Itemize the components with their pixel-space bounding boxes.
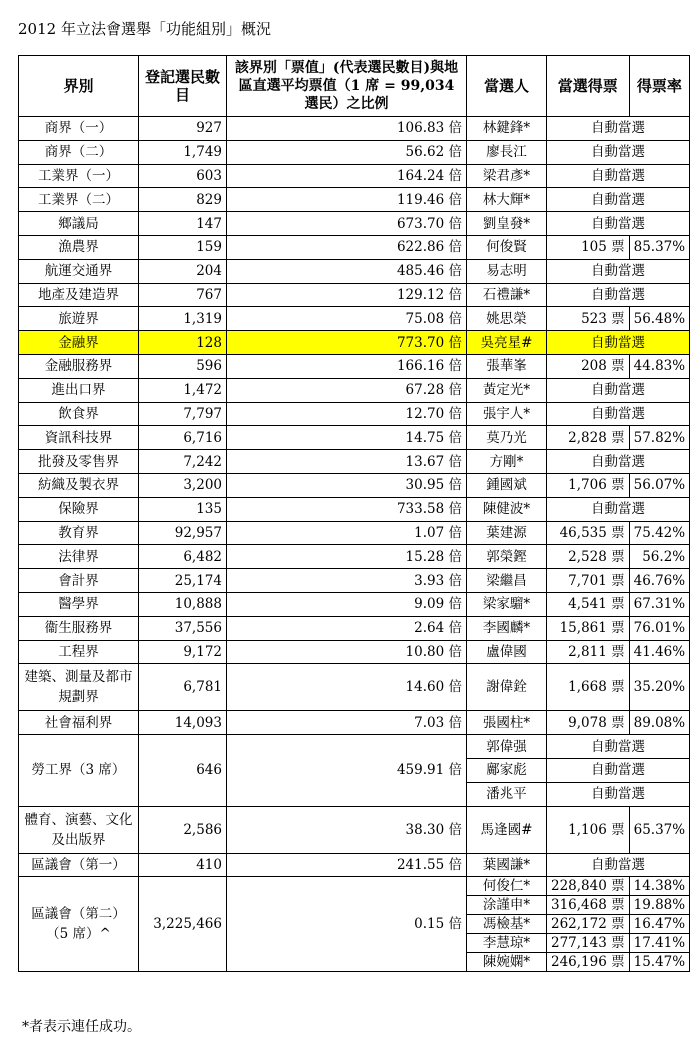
electors-cell: 6,716 — [139, 426, 227, 450]
sector-cell: 區議會（第一） — [19, 853, 139, 877]
winner-cell: 鄺家彪 — [467, 758, 547, 782]
electors-cell: 14,093 — [139, 711, 227, 735]
sector-cell: 工業界（一） — [19, 164, 139, 188]
table-row — [19, 640, 690, 664]
winner-cell: 何俊賢 — [467, 235, 547, 259]
winner-cell: 陳健波* — [467, 497, 547, 521]
table-row — [19, 235, 690, 259]
rate-cell: 57.82% — [629, 426, 689, 450]
header-winner: 當選人 — [467, 56, 547, 117]
votes-cell: 316,468 票 — [547, 896, 630, 915]
ratio-cell: 164.24 倍 — [227, 164, 467, 188]
header-electors: 登記選民數目 — [139, 56, 227, 117]
rate-cell: 89.08% — [629, 711, 689, 735]
votes-cell: 自動當選 — [547, 853, 690, 877]
votes-cell: 277,143 票 — [547, 934, 630, 953]
winner-cell: 鍾國斌 — [467, 473, 547, 497]
ratio-cell: 14.60 倍 — [227, 664, 467, 711]
ratio-cell: 14.75 倍 — [227, 426, 467, 450]
sector-cell: 金融服務界 — [19, 354, 139, 378]
sector-cell: 勞工界（3 席） — [19, 735, 139, 806]
rate-cell: 46.76% — [629, 569, 689, 593]
electors-cell: 6,482 — [139, 545, 227, 569]
ratio-cell: 38.30 倍 — [227, 806, 467, 853]
ratio-cell: 56.62 倍 — [227, 140, 467, 164]
winner-cell: 石禮謙* — [467, 283, 547, 307]
sector-cell: 資訊科技界 — [19, 426, 139, 450]
table-row — [19, 354, 690, 378]
votes-cell: 46,535 票 — [547, 521, 630, 545]
votes-cell: 208 票 — [547, 354, 630, 378]
votes-cell: 4,541 票 — [547, 592, 630, 616]
table-row — [19, 283, 690, 307]
winner-cell: 張華峯 — [467, 354, 547, 378]
electors-cell: 7,797 — [139, 402, 227, 426]
sector-cell: 旅遊界 — [19, 307, 139, 331]
electors-cell: 3,200 — [139, 473, 227, 497]
votes-cell: 自動當選 — [547, 735, 690, 759]
votes-cell: 自動當選 — [547, 331, 690, 355]
electors-cell: 1,319 — [139, 307, 227, 331]
votes-cell: 自動當選 — [547, 164, 690, 188]
table-row — [19, 378, 690, 402]
winner-cell: 郭榮鏗 — [467, 545, 547, 569]
electors-cell: 128 — [139, 331, 227, 355]
table-row — [19, 426, 690, 450]
votes-cell: 自動當選 — [547, 450, 690, 474]
electors-cell: 829 — [139, 188, 227, 212]
ratio-cell: 773.70 倍 — [227, 331, 467, 355]
rate-cell: 56.2% — [629, 545, 689, 569]
ratio-cell: 129.12 倍 — [227, 283, 467, 307]
winner-cell: 盧偉國 — [467, 640, 547, 664]
winner-cell: 葉建源 — [467, 521, 547, 545]
rate-cell: 56.07% — [629, 473, 689, 497]
votes-cell: 1,706 票 — [547, 473, 630, 497]
table-row — [19, 164, 690, 188]
sector-cell: 漁農界 — [19, 235, 139, 259]
electors-cell: 92,957 — [139, 521, 227, 545]
rate-cell: 17.41% — [629, 934, 689, 953]
ratio-cell: 7.03 倍 — [227, 711, 467, 735]
electors-cell: 6,781 — [139, 664, 227, 711]
votes-cell: 2,828 票 — [547, 426, 630, 450]
electors-cell: 1,749 — [139, 140, 227, 164]
table-row — [19, 711, 690, 735]
rate-cell: 76.01% — [629, 616, 689, 640]
rate-cell: 19.88% — [629, 896, 689, 915]
page-title: 2012 年立法會選舉「功能組別」概況 — [18, 20, 271, 38]
votes-cell: 7,701 票 — [547, 569, 630, 593]
votes-cell: 262,172 票 — [547, 915, 630, 934]
table-row — [19, 735, 690, 759]
header-sector: 界別 — [19, 56, 139, 117]
electors-cell: 767 — [139, 283, 227, 307]
ratio-cell: 30.95 倍 — [227, 473, 467, 497]
ratio-cell: 12.70 倍 — [227, 402, 467, 426]
winner-cell: 易志明 — [467, 259, 547, 283]
votes-cell: 自動當選 — [547, 259, 690, 283]
ratio-cell: 10.80 倍 — [227, 640, 467, 664]
rate-cell: 65.37% — [629, 806, 689, 853]
rate-cell: 56.48% — [629, 307, 689, 331]
sector-cell: 衞生服務界 — [19, 616, 139, 640]
ratio-cell: 3.93 倍 — [227, 569, 467, 593]
table-row — [19, 592, 690, 616]
winner-cell: 方剛* — [467, 450, 547, 474]
ratio-cell: 119.46 倍 — [227, 188, 467, 212]
ratio-cell: 733.58 倍 — [227, 497, 467, 521]
sector-cell: 區議會（第二）（5 席）^ — [19, 877, 139, 972]
votes-cell: 自動當選 — [547, 140, 690, 164]
table-row — [19, 616, 690, 640]
electors-cell: 135 — [139, 497, 227, 521]
electors-cell: 646 — [139, 735, 227, 806]
table-row — [19, 569, 690, 593]
table-row — [19, 117, 690, 141]
winner-cell: 張宇人* — [467, 402, 547, 426]
ratio-cell: 106.83 倍 — [227, 117, 467, 141]
functional-constituency-table — [18, 55, 690, 972]
table-row — [19, 259, 690, 283]
rate-cell: 16.47% — [629, 915, 689, 934]
header-votes: 當選得票 — [547, 56, 630, 117]
table-row — [19, 212, 690, 236]
header-rate: 得票率 — [629, 56, 689, 117]
sector-cell: 航運交通界 — [19, 259, 139, 283]
rate-cell: 14.38% — [629, 877, 689, 896]
sector-cell: 工程界 — [19, 640, 139, 664]
winner-cell: 涂謹申* — [467, 896, 547, 915]
sector-cell: 金融界 — [19, 331, 139, 355]
votes-cell: 2,528 票 — [547, 545, 630, 569]
rate-cell: 15.47% — [629, 953, 689, 972]
ratio-cell: 13.67 倍 — [227, 450, 467, 474]
votes-cell: 228,840 票 — [547, 877, 630, 896]
table-row — [19, 140, 690, 164]
winner-cell: 姚思榮 — [467, 307, 547, 331]
ratio-cell: 166.16 倍 — [227, 354, 467, 378]
electors-cell: 3,225,466 — [139, 877, 227, 972]
sector-cell: 體育、演藝、文化及出版界 — [19, 806, 139, 853]
winner-cell: 梁家騮* — [467, 592, 547, 616]
winner-cell: 莫乃光 — [467, 426, 547, 450]
electors-cell: 9,172 — [139, 640, 227, 664]
table-row — [19, 450, 690, 474]
electors-cell: 25,174 — [139, 569, 227, 593]
votes-cell: 自動當選 — [547, 497, 690, 521]
sector-cell: 會計界 — [19, 569, 139, 593]
winner-cell: 李慧琼* — [467, 934, 547, 953]
table-row — [19, 402, 690, 426]
winner-cell: 林大輝* — [467, 188, 547, 212]
electors-cell: 7,242 — [139, 450, 227, 474]
electors-cell: 410 — [139, 853, 227, 877]
votes-cell: 105 票 — [547, 235, 630, 259]
electors-cell: 596 — [139, 354, 227, 378]
ratio-cell: 67.28 倍 — [227, 378, 467, 402]
table-row — [19, 853, 690, 877]
votes-cell: 246,196 票 — [547, 953, 630, 972]
electors-cell: 204 — [139, 259, 227, 283]
sector-cell: 批發及零售界 — [19, 450, 139, 474]
table-row — [19, 331, 690, 355]
ratio-cell: 9.09 倍 — [227, 592, 467, 616]
electors-cell: 603 — [139, 164, 227, 188]
winner-cell: 林鍵鋒* — [467, 117, 547, 141]
table-row — [19, 307, 690, 331]
table-header-row — [19, 56, 690, 117]
winner-cell: 陳婉嫻* — [467, 953, 547, 972]
table-row — [19, 806, 690, 853]
electors-cell: 2,586 — [139, 806, 227, 853]
table-body — [19, 117, 690, 972]
votes-cell: 2,811 票 — [547, 640, 630, 664]
winner-cell: 廖長江 — [467, 140, 547, 164]
votes-cell: 自動當選 — [547, 782, 690, 806]
votes-cell: 15,861 票 — [547, 616, 630, 640]
electors-cell: 10,888 — [139, 592, 227, 616]
sector-cell: 工業界（二） — [19, 188, 139, 212]
ratio-cell: 485.46 倍 — [227, 259, 467, 283]
winner-cell: 梁君彥* — [467, 164, 547, 188]
winner-cell: 馮檢基* — [467, 915, 547, 934]
electors-cell: 927 — [139, 117, 227, 141]
table-row — [19, 664, 690, 711]
votes-cell: 自動當選 — [547, 378, 690, 402]
table-row — [19, 521, 690, 545]
sector-cell: 紡織及製衣界 — [19, 473, 139, 497]
winner-cell: 郭偉强 — [467, 735, 547, 759]
votes-cell: 自動當選 — [547, 758, 690, 782]
votes-cell: 自動當選 — [547, 188, 690, 212]
votes-cell: 自動當選 — [547, 212, 690, 236]
electors-cell: 159 — [139, 235, 227, 259]
sector-cell: 建築、測量及都市規劃界 — [19, 664, 139, 711]
table-row — [19, 497, 690, 521]
winner-cell: 葉國謙* — [467, 853, 547, 877]
votes-cell: 9,078 票 — [547, 711, 630, 735]
winner-cell: 何俊仁* — [467, 877, 547, 896]
sector-cell: 飲食界 — [19, 402, 139, 426]
table-row — [19, 473, 690, 497]
ratio-cell: 673.70 倍 — [227, 212, 467, 236]
footnote: *者表示連任成功。 — [22, 1019, 141, 1035]
votes-cell: 1,668 票 — [547, 664, 630, 711]
sector-cell: 保險界 — [19, 497, 139, 521]
ratio-cell: 2.64 倍 — [227, 616, 467, 640]
sector-cell: 地產及建造界 — [19, 283, 139, 307]
winner-cell: 劉皇發* — [467, 212, 547, 236]
ratio-cell: 459.91 倍 — [227, 735, 467, 806]
winner-cell: 馬逢國# — [467, 806, 547, 853]
winner-cell: 謝偉銓 — [467, 664, 547, 711]
rate-cell: 75.42% — [629, 521, 689, 545]
ratio-cell: 241.55 倍 — [227, 853, 467, 877]
rate-cell: 85.37% — [629, 235, 689, 259]
rate-cell: 35.20% — [629, 664, 689, 711]
votes-cell: 1,106 票 — [547, 806, 630, 853]
ratio-cell: 75.08 倍 — [227, 307, 467, 331]
ratio-cell: 15.28 倍 — [227, 545, 467, 569]
sector-cell: 鄉議局 — [19, 212, 139, 236]
ratio-cell: 0.15 倍 — [227, 877, 467, 972]
rate-cell: 41.46% — [629, 640, 689, 664]
table-row — [19, 877, 690, 896]
sector-cell: 商界（一） — [19, 117, 139, 141]
sector-cell: 進出口界 — [19, 378, 139, 402]
table-row — [19, 188, 690, 212]
winner-cell: 梁繼昌 — [467, 569, 547, 593]
sector-cell: 教育界 — [19, 521, 139, 545]
electors-cell: 1,472 — [139, 378, 227, 402]
ratio-cell: 622.86 倍 — [227, 235, 467, 259]
ratio-cell: 1.07 倍 — [227, 521, 467, 545]
electors-cell: 37,556 — [139, 616, 227, 640]
votes-cell: 自動當選 — [547, 402, 690, 426]
winner-cell: 吳亮星# — [467, 331, 547, 355]
sector-cell: 醫學界 — [19, 592, 139, 616]
votes-cell: 523 票 — [547, 307, 630, 331]
sector-cell: 法律界 — [19, 545, 139, 569]
winner-cell: 潘兆平 — [467, 782, 547, 806]
sector-cell: 社會福利界 — [19, 711, 139, 735]
rate-cell: 67.31% — [629, 592, 689, 616]
winner-cell: 張國柱* — [467, 711, 547, 735]
table-row — [19, 545, 690, 569]
winner-cell: 黃定光* — [467, 378, 547, 402]
rate-cell: 44.83% — [629, 354, 689, 378]
sector-cell: 商界（二） — [19, 140, 139, 164]
votes-cell: 自動當選 — [547, 117, 690, 141]
votes-cell: 自動當選 — [547, 283, 690, 307]
winner-cell: 李國麟* — [467, 616, 547, 640]
header-ratio: 該界別「票值」(代表選民數目)與地區直選平均票值（1 席 = 99,034 選民）之比例 — [227, 56, 467, 117]
electors-cell: 147 — [139, 212, 227, 236]
